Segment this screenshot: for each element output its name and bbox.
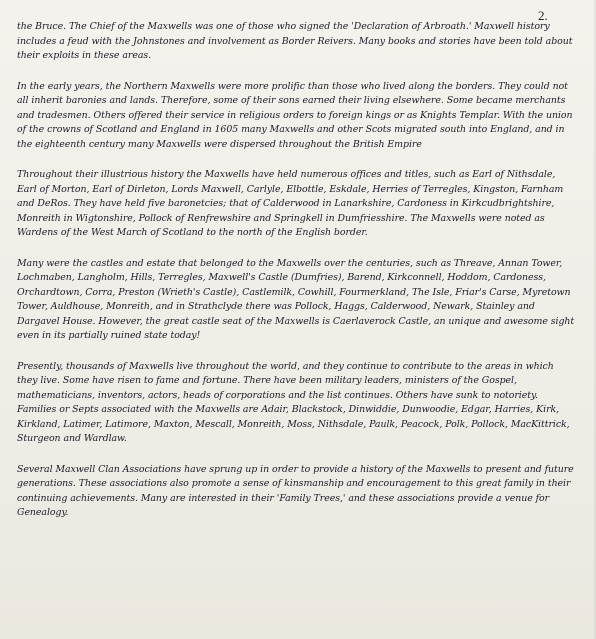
paragraph-bruce-history: the Bruce. The Chief of the Maxwells was one of those who signed the 'Declaration of Arbroath.' Maxwell history includes a feud with the Johnstones and involvement as Border Reivers. Many books and stories have been told about their exploits in these areas.	[17, 21, 573, 61]
paragraph-clan-associations: Several Maxwell Clan Associations have sprung up in order to provide a history of the Maxwells to present and future generations. These associations also promote a sense of kinsmanship and encouragement to this great family in their continuing achievements. Many are interested in their 'Family Trees,' and these associations provide a venue for Genealogy.	[17, 463, 574, 518]
paragraph-present-day: Presently, thousands of Maxwells live throughout the world, and they continue to contribute to the areas in which they live. Some have risen to fame and fortune. There have been military leaders, ministers of the Gospel, mathematicians, inventors, actors, heads of corporations and the list continues. Others have sunk to notoriety. Families or Septs associated with the Maxwells are Adair, Blackstock, Dinwiddie, Dunwoodie, Edgar, Harries, Kirk, Kirkland, Latimer, Latimore, Maxton, Mescall, Monreith, Moss, Nithsdale, Paulk, Peacock, Polk, Pollock, MacKittrick, Sturgeon and Wardlaw.	[17, 360, 570, 444]
body-text	[17, 20, 577, 537]
paragraph-offices-titles: Throughout their illustrious history the Maxwells have held numerous offices and titles, such as Earl of Nithsdale, Earl of Morton, Earl of Dirleton, Lords Maxwell, Carlyle, Elbottle, Eskdale, Herries of Terregles, Kingston, Farnham and DeRos. They have held five baronetcies; that of Calderwood in Lanarkshire, Cardoness in Kirkcudbrightshire, Monreith in Wigtonshire, Pollock of Renfrewshire and Springkell in Dumfriesshire. The Maxwells were noted as Wardens of the West March of Scotland to the north of the English border.	[17, 169, 564, 238]
page-number: 2.	[538, 8, 548, 23]
paragraph-northern-maxwells: In the early years, the Northern Maxwells were more prolific than those who lived along the borders. They could not all inherit baronies and lands. Therefore, some of their sons earned their living elsewhere. Some became merchants and tradesmen. Others offered their service in religious orders to foreign kings or as Knights Templar. With the union of the crowns of Scotland and England in 1605 many Maxwells and other Scots migrated south into England, and in the eighteenth century many Maxwells were dispersed throughout the British Empire	[17, 80, 573, 150]
paragraph-castles-estates: Many were the castles and estate that belonged to the Maxwells over the centuries, such as Threave, Annan Tower, Lochmaben, Langholm, Hills, Terregles, Maxwell's Castle (Dumfries), Barend, Kirkconnell, Hoddom, Cardoness, Orchardtown, Corra, Preston (Wrieth's Castle), Castlemilk, Cowhill, Fourmerkland, The Isle, Friar's Carse, Myretown Tower, Auldhouse, Monreith, and in Strathclyde there was Pollock, Haggs, Calderwood, Newark, Stainley and Dargavel House. However, the great castle seat of the Maxwells is Caerlaverock Castle, an unique and awesome sight even in its partially ruined state today!	[17, 257, 575, 341]
